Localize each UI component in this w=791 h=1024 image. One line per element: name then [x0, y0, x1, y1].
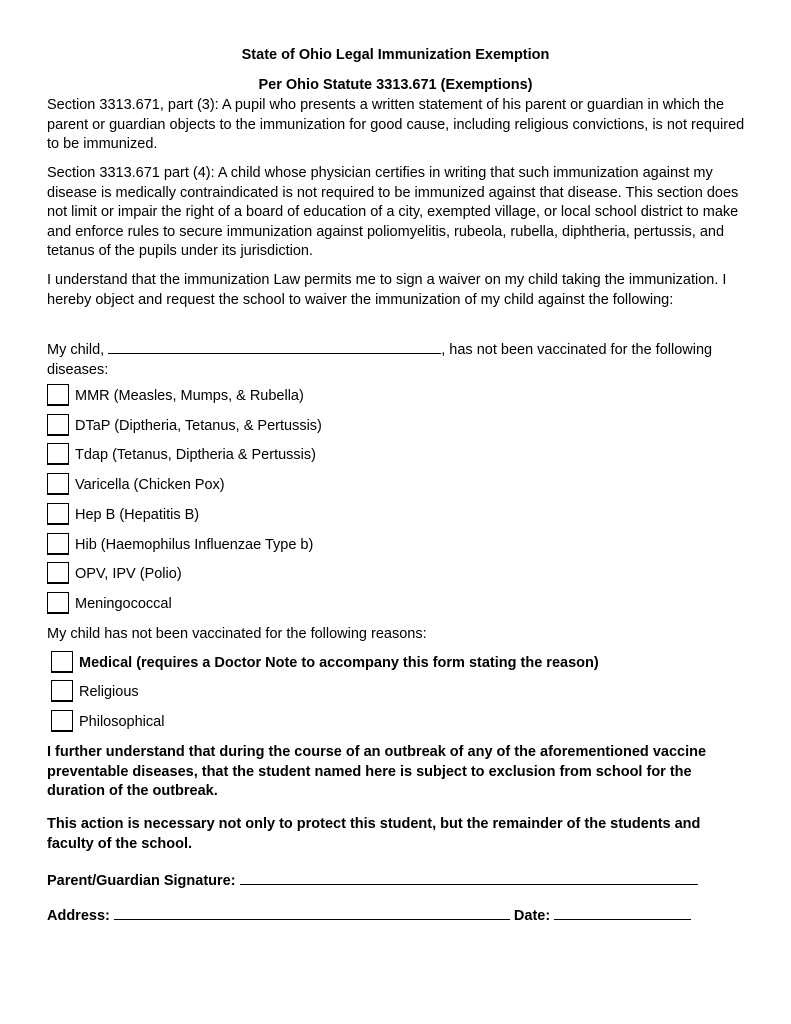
child-name-field[interactable] [108, 339, 441, 354]
disease-label: Tdap (Tetanus, Diptheria & Pertussis) [75, 447, 316, 463]
checkbox[interactable] [47, 562, 69, 584]
address-label: Address: [47, 908, 114, 924]
signature-field[interactable] [240, 870, 698, 885]
date-label: Date: [509, 908, 555, 924]
outbreak-paragraph: I further understand that during the course of an outbreak of any of the aforementioned vaccine preventable diseases, that the student named here is subject to exclusion from school for the duration of the outbreak. [47, 744, 707, 799]
protect-paragraph: This action is necessary not only to protect this student, but the remainder of the students and faculty of the school. [47, 816, 701, 852]
disease-label: Varicella (Chicken Pox) [75, 477, 225, 493]
disease-label: MMR (Measles, Mumps, & Rubella) [75, 388, 304, 404]
checkbox[interactable] [51, 680, 73, 702]
child-suffix-text: , has not been vaccinated for the following diseases: [47, 342, 713, 378]
understand-paragraph: I understand that the immunization Law permits me to sign a waiver on my child taking the immunization. I hereby object and request the school to waiver the immunization of my child against the following: [47, 272, 727, 308]
reason-label: Philosophical [79, 714, 165, 730]
child-prefix-text: My child, [47, 342, 109, 358]
disease-option-varicella[interactable] [47, 469, 225, 495]
checkbox[interactable] [47, 473, 69, 495]
checkbox[interactable] [47, 414, 69, 436]
reason-label: Medical (requires a Doctor Note to accompany this form stating the reason) [79, 655, 599, 671]
disease-label: OPV, IPV (Polio) [75, 566, 182, 582]
disease-option-dtap[interactable] [47, 410, 322, 436]
checkbox[interactable] [51, 651, 73, 673]
disease-option-mmr[interactable] [47, 380, 304, 406]
disease-option-hep-b[interactable] [47, 499, 199, 525]
signature-row [47, 870, 747, 892]
checkbox[interactable] [47, 503, 69, 525]
date-field[interactable] [554, 905, 691, 920]
disease-option-tdap[interactable] [47, 439, 316, 465]
child-name-statement [47, 339, 747, 380]
signature-label: Parent/Guardian Signature: [47, 873, 240, 889]
form-subtitle: Per Ohio Statute 3313.671 (Exemptions) [258, 77, 533, 93]
checkbox[interactable] [47, 533, 69, 555]
address-field[interactable] [114, 905, 510, 920]
address-row [47, 905, 747, 927]
disease-option-polio[interactable] [47, 558, 182, 584]
disease-label: Meningococcal [75, 596, 172, 612]
section-4-paragraph: Section 3313.671 part (4): A child whose physician certifies in writing that such immunization against my disease is medically contraindicated is not required to be immunized against that disease. This section does not limit or impair the right of a board of education of a city, exempted village, or local school district to make and enforce rules to secure immunization against poliomyelitis, rubeola, rubella, diphtheria, pertussis, and tetanus of the pupils under its jurisdiction. [47, 165, 739, 259]
reason-option-religious[interactable] [51, 676, 139, 702]
section-3-paragraph: Section 3313.671, part (3): A pupil who presents a written statement of his parent or guardian in which the parent or guardian objects to the immunization for good cause, including religious convictions, is not required to be immunized. [47, 97, 745, 152]
checkbox[interactable] [47, 443, 69, 465]
disease-option-hib[interactable] [47, 529, 313, 555]
disease-option-meningococcal[interactable] [47, 588, 172, 614]
reason-option-medical[interactable] [51, 647, 599, 673]
reason-option-philosophical[interactable] [51, 706, 164, 732]
checkbox[interactable] [51, 710, 73, 732]
reasons-intro: My child has not been vaccinated for the following reasons: [47, 626, 427, 642]
checkbox[interactable] [47, 592, 69, 614]
disease-label: Hep B (Hepatitis B) [75, 507, 200, 523]
checkbox[interactable] [47, 384, 69, 406]
disease-label: DTaP (Diptheria, Tetanus, & Pertussis) [75, 418, 322, 434]
reason-label: Religious [79, 684, 139, 700]
disease-label: Hib (Haemophilus Influenzae Type b) [75, 537, 314, 553]
form-title: State of Ohio Legal Immunization Exemption [241, 47, 550, 63]
